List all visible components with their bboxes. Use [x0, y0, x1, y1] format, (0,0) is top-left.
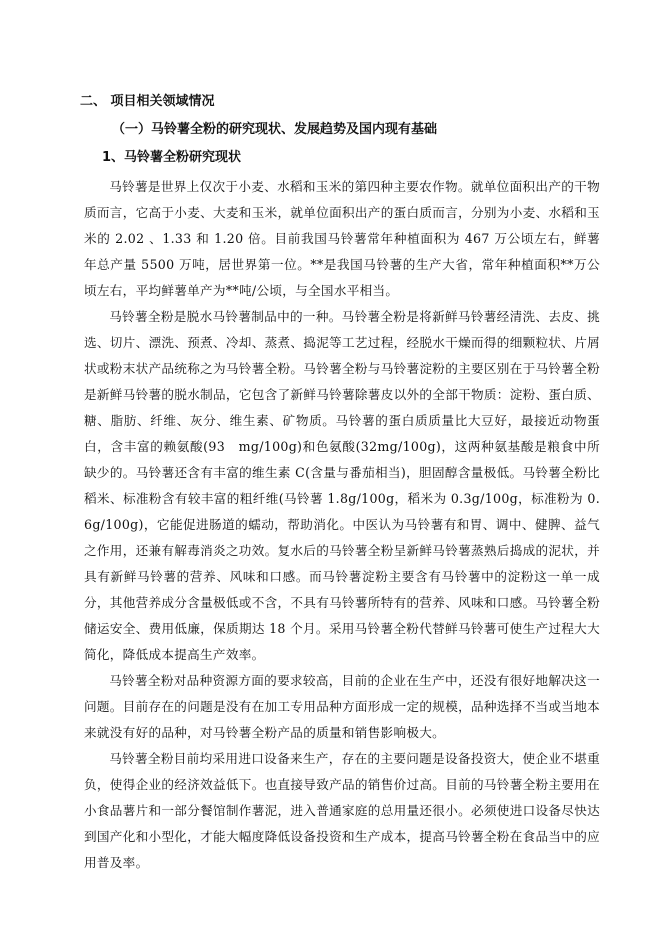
paragraph-3: 马铃薯全粉对品种资源方面的要求较高，目前的企业在生产中，还没有很好地解决这一问题。目前存在的问题是没有在加工专用品种方面形成一定的规模，品种选择不当或当地本来就没有好的品种，对马铃薯全粉产品的质量和销售影响极大。 [84, 673, 600, 740]
paragraph-1: 马铃薯是世界上仅次于小麦、水稻和玉米的第四种主要农作物。就单位面积出产的干物质而言，它高于小麦、大麦和玉米，就单位面积出产的蛋白质而言，分别为小麦、水稻和玉米的 2.02 、1.33 和 1.20 倍。目前我国马铃薯常年种植面积为 467 万公顷左右，鲜薯年总产量 5500 万吨，居世界第一位。**是我国马铃薯的生产大省，常年种植面积**万公顷左右，平均鲜薯单产为**吨/公顷，与全国水平相当。 [84, 179, 600, 298]
paragraph-2: 马铃薯全粉是脱水马铃薯制品中的一种。马铃薯全粉是将新鲜马铃薯经清洗、去皮、挑选、切片、漂洗、预煮、冷却、蒸煮、捣泥等工艺过程，经脱水干燥而得的细颗粒状、片屑状或粉末状产品统称之为马铃薯全粉。马铃薯全粉与马铃薯淀粉的主要区别在于马铃薯全粉是新鲜马铃薯的脱水制品，它包含了新鲜马铃薯除薯皮以外的全部干物质：淀粉、蛋白质、糖、脂肪、纤维、灰分、维生素、矿物质。马铃薯的蛋白质质量比大豆好，最接近动物蛋白，含丰富的赖氨酸(93 mg/100g)和色氨酸(32mg/100g)，这两种氨基酸是粮食中所缺少的。马铃薯还含有丰富的维生素 C(含量与番茄相当)，胆固醇含量极低。马铃薯全粉比稻米、标准粉含有较丰富的粗纤维(马铃薯 1.8g/100g，稻米为 0.3g/100g，标准粉为 0.6g/100g)，它能促进肠道的蠕动，帮助消化。中医认为马铃薯有和胃、调中、健脾、益气之作用，还兼有解毒消炎之功效。复水后的马铃薯全粉呈新鲜马铃薯蒸熟后捣成的泥状，并具有新鲜马铃薯的营养、风味和口感。而马铃薯淀粉主要含有马铃薯中的淀粉这一单一成分，其他营养成分含量极低或不含，不具有马铃薯所特有的营养、风味和口感。马铃薯全粉储运安全、费用低廉，保质期达 18 个月。采用马铃薯全粉代替鲜马铃薯可使生产过程大大简化，降低成本提高生产效率。 [84, 309, 600, 662]
paragraph-4: 马铃薯全粉目前均采用进口设备来生产，存在的主要问题是设备投资大，使企业不堪重负，使得企业的经济效益低下。也直接导致产品的销售价过高。目前的马铃薯全粉主要用在小食品薯片和一部分餐馆制作薯泥，进入普通家庭的总用量还很小。必须使进口设备尽快达到国产化和小型化，才能大幅度降低设备投资和生产成本，提高马铃薯全粉在食品当中的应用普及率。 [84, 751, 600, 870]
sub-subsection-heading: 1、马铃薯全粉研究现状 [102, 150, 242, 165]
document-body [80, 92, 600, 876]
section-heading: 二、 项目相关领域情况 [80, 94, 215, 109]
subsection-heading: （一）马铃薯全粉的研究现状、发展趋势及国内现有基础 [112, 122, 438, 137]
